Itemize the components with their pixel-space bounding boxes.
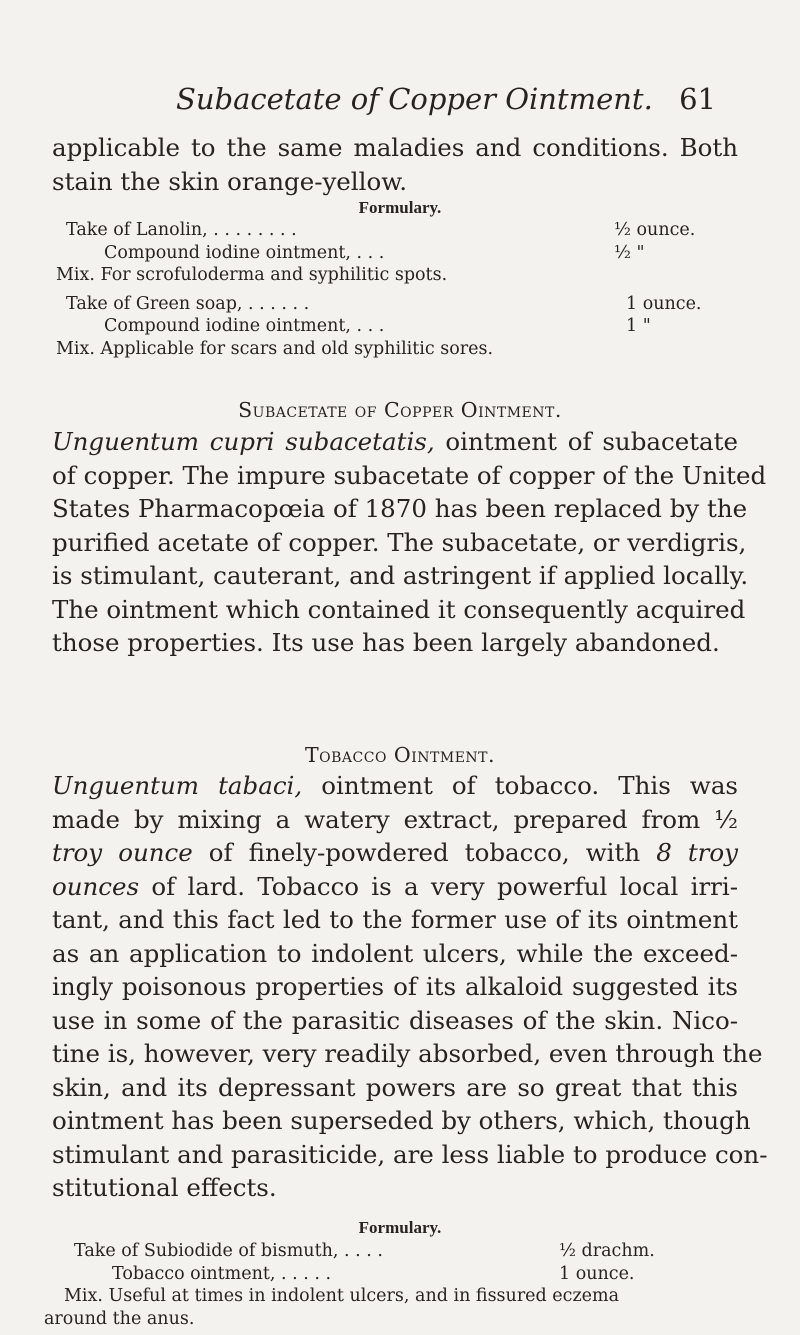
text-line: ointment has been superseded by others, which, though bbox=[52, 1106, 751, 1135]
text-line: use in some of the parasitic diseases of the skin. Nico- bbox=[52, 1005, 738, 1035]
section-heading: Tobacco Ointment. bbox=[304, 743, 496, 767]
text-line: purified acetate of copper. The subacetate, or verdigris, bbox=[52, 527, 747, 557]
formula-text: Mix. Useful at times in indolent ulcers, and in fissured eczema bbox=[64, 1286, 620, 1306]
text-line: skin, and its depressant powers are so great that this bbox=[52, 1072, 738, 1102]
text-line: tine is, however, very readily absorbed, even through the bbox=[52, 1039, 763, 1068]
text-line: applicable to the same maladies and conditions. Both bbox=[52, 133, 738, 162]
text-line: as an application to indolent ulcers, while the exceed- bbox=[52, 938, 738, 968]
text-line: ounces of lard. Tobacco is a very powerful local irri- bbox=[52, 871, 738, 901]
formula-row bbox=[66, 315, 706, 338]
text-line: The ointment which contained it consequently acquired bbox=[52, 594, 746, 624]
text-line: made by mixing a watery extract, prepared from ½ bbox=[52, 804, 738, 834]
page-header-title: Subacetate of Copper Ointment. bbox=[176, 82, 653, 116]
formula-row bbox=[66, 293, 706, 316]
formula-qty: 1 ounce. bbox=[559, 1263, 635, 1284]
intro-paragraph bbox=[52, 131, 738, 198]
text-line: of copper. The impure subacetate of copper of the United bbox=[52, 460, 767, 490]
page-number: 61 bbox=[679, 82, 716, 116]
formula-qty: 1 " bbox=[626, 316, 651, 336]
formula-qty: ½ drachm. bbox=[559, 1241, 655, 1261]
formula-text: Compound iodine ointment, . . . bbox=[104, 242, 385, 263]
formula-qty: ½ ounce. bbox=[614, 220, 696, 240]
latin-name: Unguentum cupri subacetatis, bbox=[52, 427, 435, 456]
formula-text: Take of Subiodide of bismuth, . . . . bbox=[74, 1241, 383, 1261]
text-line: stitutional effects. bbox=[52, 1173, 277, 1202]
text-line: ingly poisonous properties of its alkaloid suggested its bbox=[52, 972, 738, 1001]
formula-text: around the anus. bbox=[44, 1308, 195, 1329]
formula-text: Take of Green soap, . . . . . . bbox=[66, 293, 310, 314]
formula-row bbox=[64, 1285, 734, 1308]
formula-row bbox=[56, 264, 706, 287]
text-line: is stimulant, cauterant, and astringent if applied locally. bbox=[52, 561, 749, 590]
text-line: stain the skin orange-yellow. bbox=[52, 166, 408, 196]
formula-row bbox=[56, 338, 706, 361]
running-header bbox=[176, 82, 716, 122]
formula-row bbox=[66, 242, 706, 265]
formula-text: Mix. For scrofuloderma and syphilitic spots. bbox=[56, 265, 448, 285]
formula-row bbox=[74, 1263, 734, 1286]
text-line: Unguentum cupri subacetatis, ointment of subacetate bbox=[52, 427, 738, 456]
formula-row bbox=[44, 1308, 734, 1331]
formula-text: Tobacco ointment, . . . . . bbox=[112, 1263, 332, 1284]
text-line: tant, and this fact led to the former use of its ointment bbox=[52, 905, 738, 934]
formula-text: Mix. Applicable for scars and old syphilitic sores. bbox=[56, 338, 494, 359]
formulary-label: Formulary. bbox=[358, 198, 442, 217]
subacetate-paragraph bbox=[52, 425, 767, 660]
formula-qty: ½ " bbox=[614, 242, 645, 263]
formulary-label: Formulary. bbox=[358, 1218, 442, 1237]
text-line: States Pharmacopœia of 1870 has been replaced by the bbox=[52, 494, 748, 523]
text-line: troy ounce of finely-powdered tobacco, with 8 troy bbox=[52, 838, 738, 867]
text-line: Unguentum tabaci, ointment of tobacco. This was bbox=[52, 771, 738, 800]
tobacco-paragraph bbox=[52, 769, 768, 1205]
text-line: those properties. Its use has been largely abandoned. bbox=[52, 628, 720, 657]
formulary-block bbox=[56, 219, 706, 360]
formulary-block bbox=[44, 1240, 734, 1330]
section-heading: Subacetate of Copper Ointment. bbox=[238, 398, 562, 422]
formula-text: Take of Lanolin, . . . . . . . . bbox=[66, 220, 297, 240]
latin-name: Unguentum tabaci, bbox=[52, 771, 303, 800]
text-line: stimulant and parasiticide, are less liable to produce con- bbox=[52, 1139, 768, 1169]
formula-text: Compound iodine ointment, . . . bbox=[104, 316, 385, 336]
formula-row bbox=[74, 1240, 734, 1263]
formula-row bbox=[66, 219, 706, 242]
formula-qty: 1 ounce. bbox=[626, 293, 702, 314]
